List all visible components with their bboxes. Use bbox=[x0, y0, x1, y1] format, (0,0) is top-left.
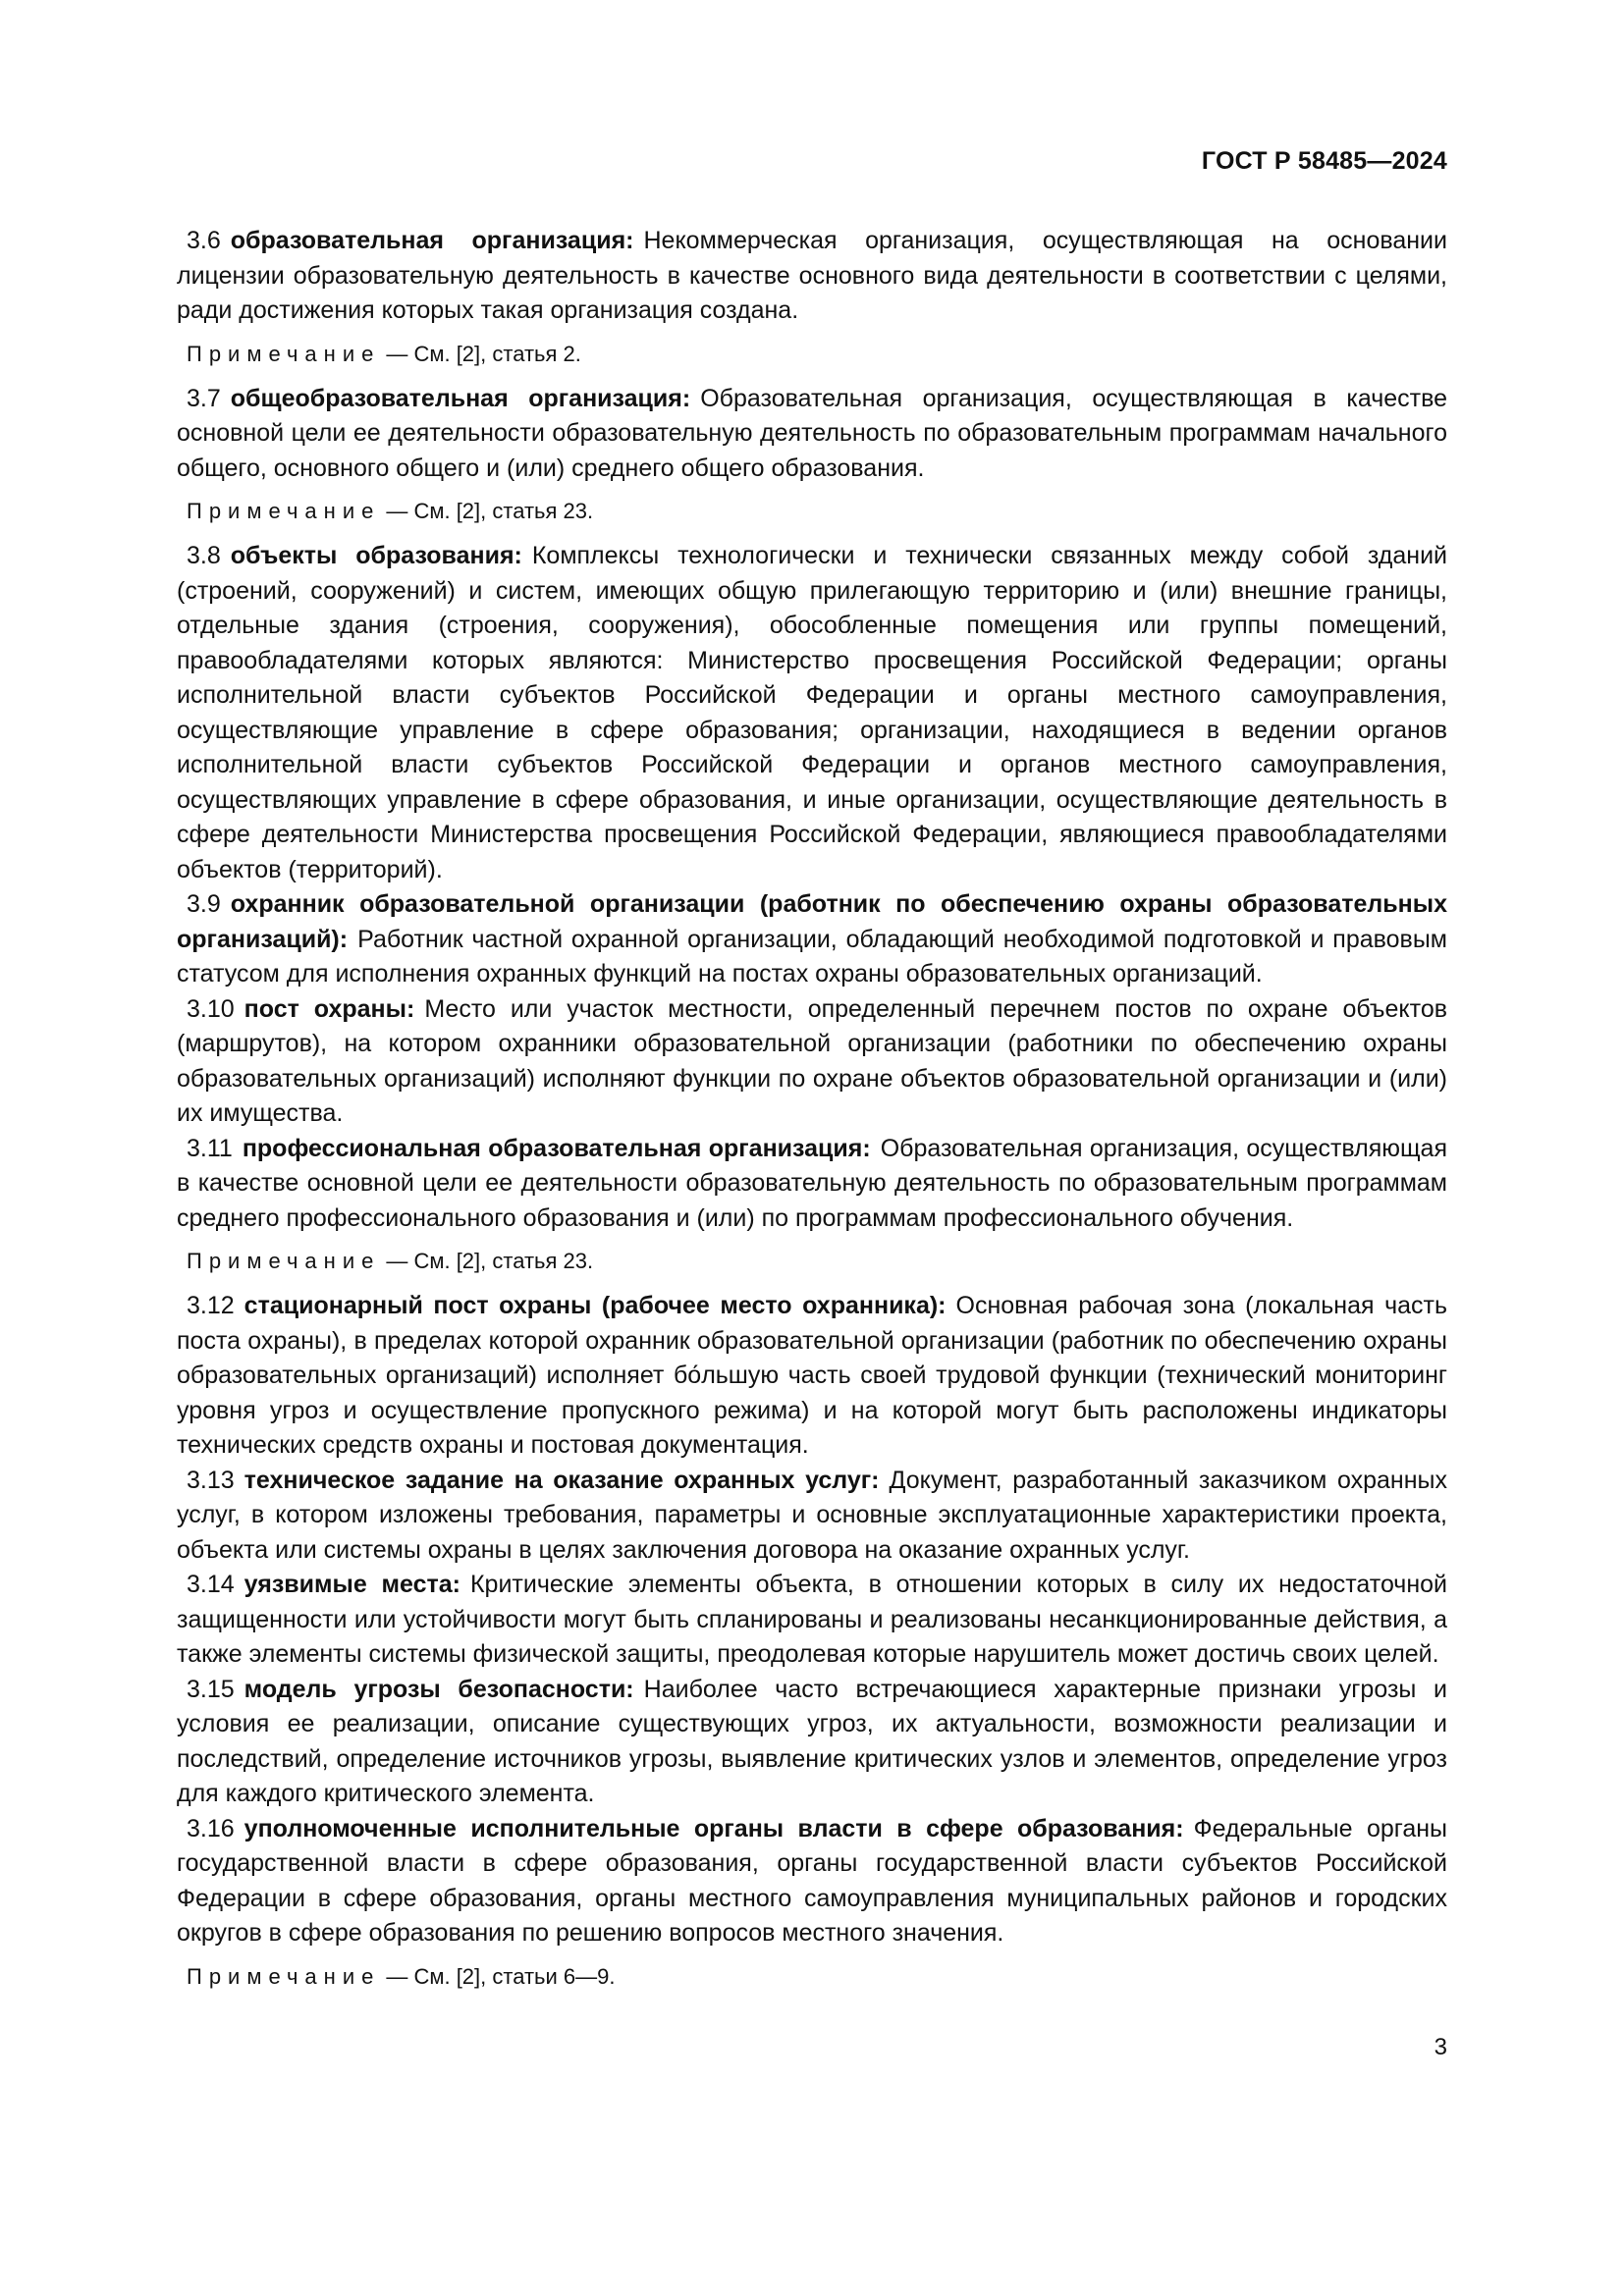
term: образовательная организация: bbox=[230, 227, 634, 254]
definition-3-10 bbox=[177, 992, 1447, 1132]
definition-3-7 bbox=[177, 382, 1447, 487]
term: модель угрозы безопасности: bbox=[244, 1675, 634, 1703]
definition-text: Некоммерческая организация, осуществляющая на основании лицензии образовательную деятельность в качестве основного вида деятельности в соответствии с целями, ради достижения которых такая организация создана. bbox=[177, 227, 1447, 324]
definition-text: Место или участок местности, определенный перечнем постов по охране объектов (маршрутов), на котором охранники образовательной организации (работники по обеспечению охраны образовательных организаций) исполняют функции по охране объектов образовательной организации и (или) их имущества. bbox=[177, 994, 1448, 1127]
clause-number: 3.8 bbox=[187, 542, 221, 569]
definition-text: Наиболее часто встречающиеся характерные признаки угрозы и условия ее реализации, описание существующих угроз, их актуальности, возможности реализации и последствий, определение источников угрозы, выявление критических узлов и элементов, определение угроз для каждого критического элемента. bbox=[177, 1675, 1447, 1807]
note-label: Примечание bbox=[187, 499, 381, 523]
definition-3-9 bbox=[177, 887, 1447, 992]
definition-3-14 bbox=[177, 1568, 1447, 1673]
clause-number: 3.9 bbox=[187, 890, 221, 918]
definition-text: Документ, разработанный заказчиком охранных услуг, в котором изложены требования, параметры и основные эксплуатационные характеристики проекта, объекта или системы охраны в целях заключения договора на оказание охранных услуг. bbox=[177, 1466, 1447, 1564]
note bbox=[177, 339, 1447, 370]
term: техническое задание на оказание охранных услуг: bbox=[244, 1466, 880, 1494]
definition-3-6 bbox=[177, 224, 1447, 329]
definition-text: Критические элементы объекта, в отношении которых в силу их недостаточной защищенности или устойчивости могут быть спланированы и реализованы несанкционированные действия, а также элементы системы физической защиты, преодолевая которые нарушитель может достичь своих целей. bbox=[177, 1571, 1447, 1668]
note-text: — См. [2], статья 23. bbox=[386, 499, 594, 523]
definition-text: Основная рабочая зона (локальная часть поста охраны), в пределах которой охранник образовательной организации (работник по обеспечению охраны образовательных организаций) исполняет бо́льшую часть своей трудовой функции (технический мониторинг уровня угроз и осуществление пропускного режима) и на которой могут быть расположены индикаторы технических средств охраны и постовая документация. bbox=[177, 1292, 1447, 1459]
definition-3-13 bbox=[177, 1464, 1447, 1569]
definition-3-15 bbox=[177, 1673, 1447, 1812]
note bbox=[177, 1246, 1447, 1277]
note bbox=[177, 1961, 1447, 1993]
definition-3-16 bbox=[177, 1812, 1447, 1951]
clause-number: 3.10 bbox=[187, 994, 235, 1023]
definition-text: Работник частной охранной организации, обладающий необходимой подготовкой и правовым статусом для исполнения охранных функций на постах охраны образовательных организаций. bbox=[177, 925, 1447, 988]
page-number: 3 bbox=[1434, 2034, 1447, 2060]
clause-number: 3.14 bbox=[187, 1571, 235, 1598]
standard-header: ГОСТ Р 58485—2024 bbox=[1201, 147, 1447, 175]
note-text: — См. [2], статья 2. bbox=[386, 341, 581, 366]
term: уполномоченные исполнительные органы власти в сфере образования: bbox=[244, 1814, 1184, 1842]
note-label: Примечание bbox=[187, 1963, 381, 1989]
term: объекты образования: bbox=[230, 542, 522, 569]
definitions-list bbox=[177, 224, 1447, 2004]
note-label: Примечание bbox=[187, 1249, 381, 1273]
term: общеобразовательная организация: bbox=[230, 384, 691, 412]
clause-number: 3.12 bbox=[187, 1292, 235, 1319]
term: пост охраны: bbox=[244, 994, 415, 1023]
term: стационарный пост охраны (рабочее место охранника): bbox=[244, 1292, 947, 1319]
clause-number: 3.6 bbox=[187, 227, 221, 254]
clause-number: 3.7 bbox=[187, 384, 221, 412]
term: охранник образовательной организации (работник по обеспечению охраны образовательных организаций): bbox=[177, 890, 1447, 953]
definition-text: Образовательная организация, осуществляющая в качестве основной цели ее деятельности образовательную деятельность по образовательным программам среднего профессионального образования и (или) по программам профессионального обучения. bbox=[177, 1134, 1447, 1232]
note bbox=[177, 496, 1447, 527]
clause-number: 3.16 bbox=[187, 1814, 235, 1842]
definition-text: Образовательная организация, осуществляющая в качестве основной цели ее деятельности образовательную деятельность по образовательным программам начального общего, основного общего и (или) среднего общего образования. bbox=[177, 384, 1447, 482]
clause-number: 3.13 bbox=[187, 1466, 235, 1494]
term: уязвимые места: bbox=[244, 1571, 460, 1598]
clause-number: 3.11 bbox=[187, 1134, 233, 1162]
term: профессиональная образовательная организация: bbox=[242, 1134, 871, 1162]
definition-text: Комплексы технологически и технически связанных между собой зданий (строений, сооружений) и систем, имеющих общую прилегающую территорию и (или) внешние границы, отдельные здания (строения, сооружения), обособленные помещения или группы помещений, правообладателями которых являются: Министерство просвещения Российской Федерации; органы исполнительной власти субъектов Российской Федерации и органы местного самоуправления, осуществляющие управление в сфере образования; организации, находящиеся в ведении органов исполнительной власти субъектов Российской Федерации и органов местного самоуправления, осуществляющих управление в сфере образования, и иные организации, осуществляющие деятельность в сфере деятельности Министерства просвещения Российской Федерации, являющиеся правообладателями объектов (территорий). bbox=[177, 542, 1447, 883]
definition-3-11 bbox=[177, 1132, 1447, 1237]
clause-number: 3.15 bbox=[187, 1675, 235, 1703]
definition-3-12 bbox=[177, 1289, 1447, 1464]
note-label: Примечание bbox=[187, 341, 381, 366]
definition-3-8 bbox=[177, 539, 1447, 887]
definition-text: Федеральные органы государственной власти в сфере образования, органы государственной власти субъектов Российской Федерации в сфере образования, органы местного самоуправления муниципальных районов и городских округов в сфере образования по решению вопросов местного значения. bbox=[177, 1814, 1447, 1947]
note-text: — См. [2], статья 23. bbox=[386, 1249, 594, 1273]
note-text: — См. [2], статьи 6—9. bbox=[386, 1963, 616, 1989]
